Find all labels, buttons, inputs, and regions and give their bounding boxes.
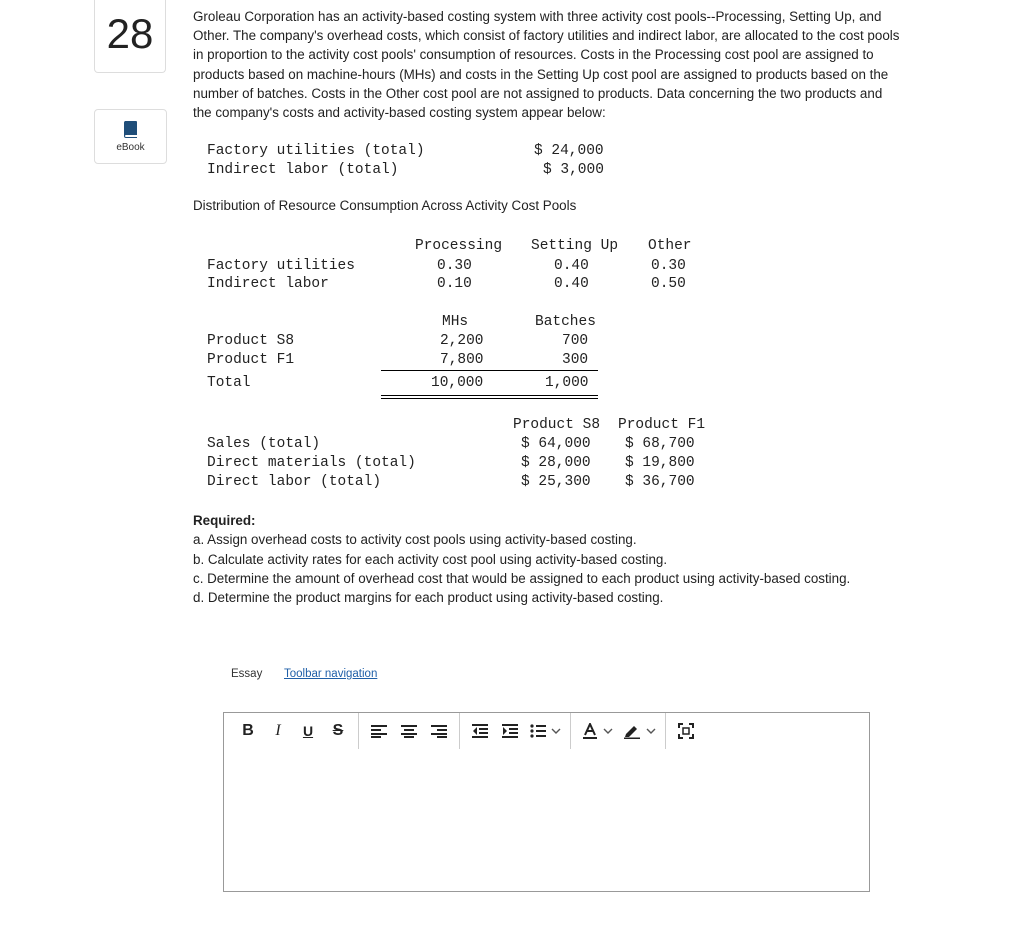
activity-cell: 300: [562, 352, 589, 368]
product-cell: $ 36,700: [625, 474, 695, 490]
highlight-color-dropdown[interactable]: [619, 717, 659, 745]
indent-button[interactable]: [496, 717, 524, 745]
dist-cell: 0.30: [437, 258, 472, 274]
product-row-label: Sales (total): [207, 436, 321, 452]
highlighter-icon: [623, 723, 641, 739]
distribution-heading: Distribution of Resource Consumption Across Activity Cost Pools: [193, 198, 577, 213]
product-cell: $ 28,000: [521, 455, 591, 471]
bold-button[interactable]: [234, 717, 262, 745]
activity-total-cell: 10,000: [431, 375, 484, 391]
fullscreen-button[interactable]: [672, 717, 700, 745]
overhead-label-0: Factory utilities (total): [207, 143, 425, 159]
product-header-s8: Product S8: [513, 417, 601, 433]
dist-cell: 0.10: [437, 276, 472, 292]
chevron-down-icon: [646, 727, 656, 735]
chevron-down-icon: [551, 727, 561, 735]
dist-row-label: Factory utilities: [207, 258, 355, 274]
book-icon: [123, 120, 139, 138]
activity-total-label: Total: [207, 375, 251, 391]
outdent-icon: [472, 724, 488, 738]
dist-cell: 0.30: [651, 258, 686, 274]
italic-icon: I: [275, 722, 281, 739]
align-left-button[interactable]: [365, 717, 393, 745]
toolbar-separator: [570, 713, 571, 749]
toolbar-separator: [358, 713, 359, 749]
font-color-dropdown[interactable]: [577, 717, 617, 745]
activity-cell: 700: [562, 333, 589, 349]
product-cell: $ 68,700: [625, 436, 695, 452]
product-row-label: Direct materials (total): [207, 455, 416, 471]
chevron-down-icon: [603, 727, 613, 735]
align-right-icon: [431, 724, 447, 738]
double-rule-top: [381, 395, 598, 396]
dist-row-label: Indirect labor: [207, 276, 329, 292]
activity-row-label: Product S8: [207, 333, 295, 349]
underline-icon: U: [302, 723, 314, 739]
dist-cell: 0.40: [554, 276, 589, 292]
align-left-icon: [371, 724, 387, 738]
ebook-label: eBook: [116, 142, 145, 153]
dist-header-setting-up: Setting Up: [531, 238, 619, 254]
bold-icon: B: [242, 722, 254, 739]
bullet-list-icon: [530, 724, 546, 738]
question-intro: Groleau Corporation has an activity-based costing system with three activity cost pools--Processing, Setting Up, and Other. The company's overhead costs, which consist of factory utilities and indirect labor, are allocated to the cost pools in proportion to the activity cost pools' consumption of resources. Costs in the Processing cost pool are assigned to products based on machine-hours (MHs) and costs in the Setting Up cost pool are assigned to products based on the number of batches. Costs in the Other cost pool are not assigned to products. Data concerning the two products and the company's costs and activity-based costing system appear below:: [193, 9, 900, 121]
product-cell: $ 19,800: [625, 455, 695, 471]
product-header-f1: Product F1: [618, 417, 706, 433]
outdent-button[interactable]: [466, 717, 494, 745]
product-cell: $ 64,000: [521, 436, 591, 452]
question-number: 28: [94, 0, 166, 73]
activity-header-mhs: MHs: [442, 314, 469, 330]
double-rule-bottom: [381, 398, 598, 399]
strikethrough-icon: S: [332, 722, 344, 739]
product-row-label: Direct labor (total): [207, 474, 382, 490]
italic-button[interactable]: [264, 717, 292, 745]
required-item-a: a. Assign overhead costs to activity cost pools using activity-based costing.: [193, 532, 637, 548]
fullscreen-icon: [678, 723, 694, 739]
required-item-d: d. Determine the product margins for each product using activity-based costing.: [193, 590, 664, 606]
required-item-c: c. Determine the amount of overhead cost that would be assigned to each product using activity-based costing.: [193, 570, 851, 586]
strikethrough-button[interactable]: [324, 717, 352, 745]
dist-cell: 0.40: [554, 258, 589, 274]
activity-cell: 7,800: [440, 352, 484, 368]
font-color-icon: [582, 723, 598, 739]
overhead-value-1: $ 3,000: [543, 162, 604, 178]
indent-icon: [502, 724, 518, 738]
overhead-value-0: $ 24,000: [534, 143, 604, 159]
align-right-button[interactable]: [425, 717, 453, 745]
dist-header-other: Other: [648, 238, 692, 254]
toolbar-navigation-link[interactable]: Toolbar navigation: [284, 668, 378, 680]
editor-toolbar: [224, 713, 702, 749]
align-center-button[interactable]: [395, 717, 423, 745]
underline-button[interactable]: [294, 717, 322, 745]
activity-row-label: Product F1: [207, 352, 295, 368]
overhead-label-1: Indirect labor (total): [207, 162, 399, 178]
essay-editor[interactable]: [223, 712, 870, 892]
bullet-list-dropdown[interactable]: [526, 717, 564, 745]
activity-total-cell: 1,000: [545, 375, 589, 391]
dist-header-processing: Processing: [415, 238, 503, 254]
toolbar-separator: [459, 713, 460, 749]
required-title: Required:: [193, 513, 256, 528]
ebook-button[interactable]: [94, 109, 167, 164]
activity-cell: 2,200: [440, 333, 484, 349]
toolbar-separator: [665, 713, 666, 749]
required-section: [193, 511, 850, 607]
align-center-icon: [401, 724, 417, 738]
activity-header-batches: Batches: [535, 314, 596, 330]
essay-label: Essay: [231, 668, 263, 680]
essay-text-area[interactable]: [224, 749, 869, 891]
required-item-b: b. Calculate activity rates for each activity cost pool using activity-based costing.: [193, 551, 668, 567]
product-cell: $ 25,300: [521, 474, 591, 490]
total-rule: [381, 370, 598, 371]
dist-cell: 0.50: [651, 276, 686, 292]
